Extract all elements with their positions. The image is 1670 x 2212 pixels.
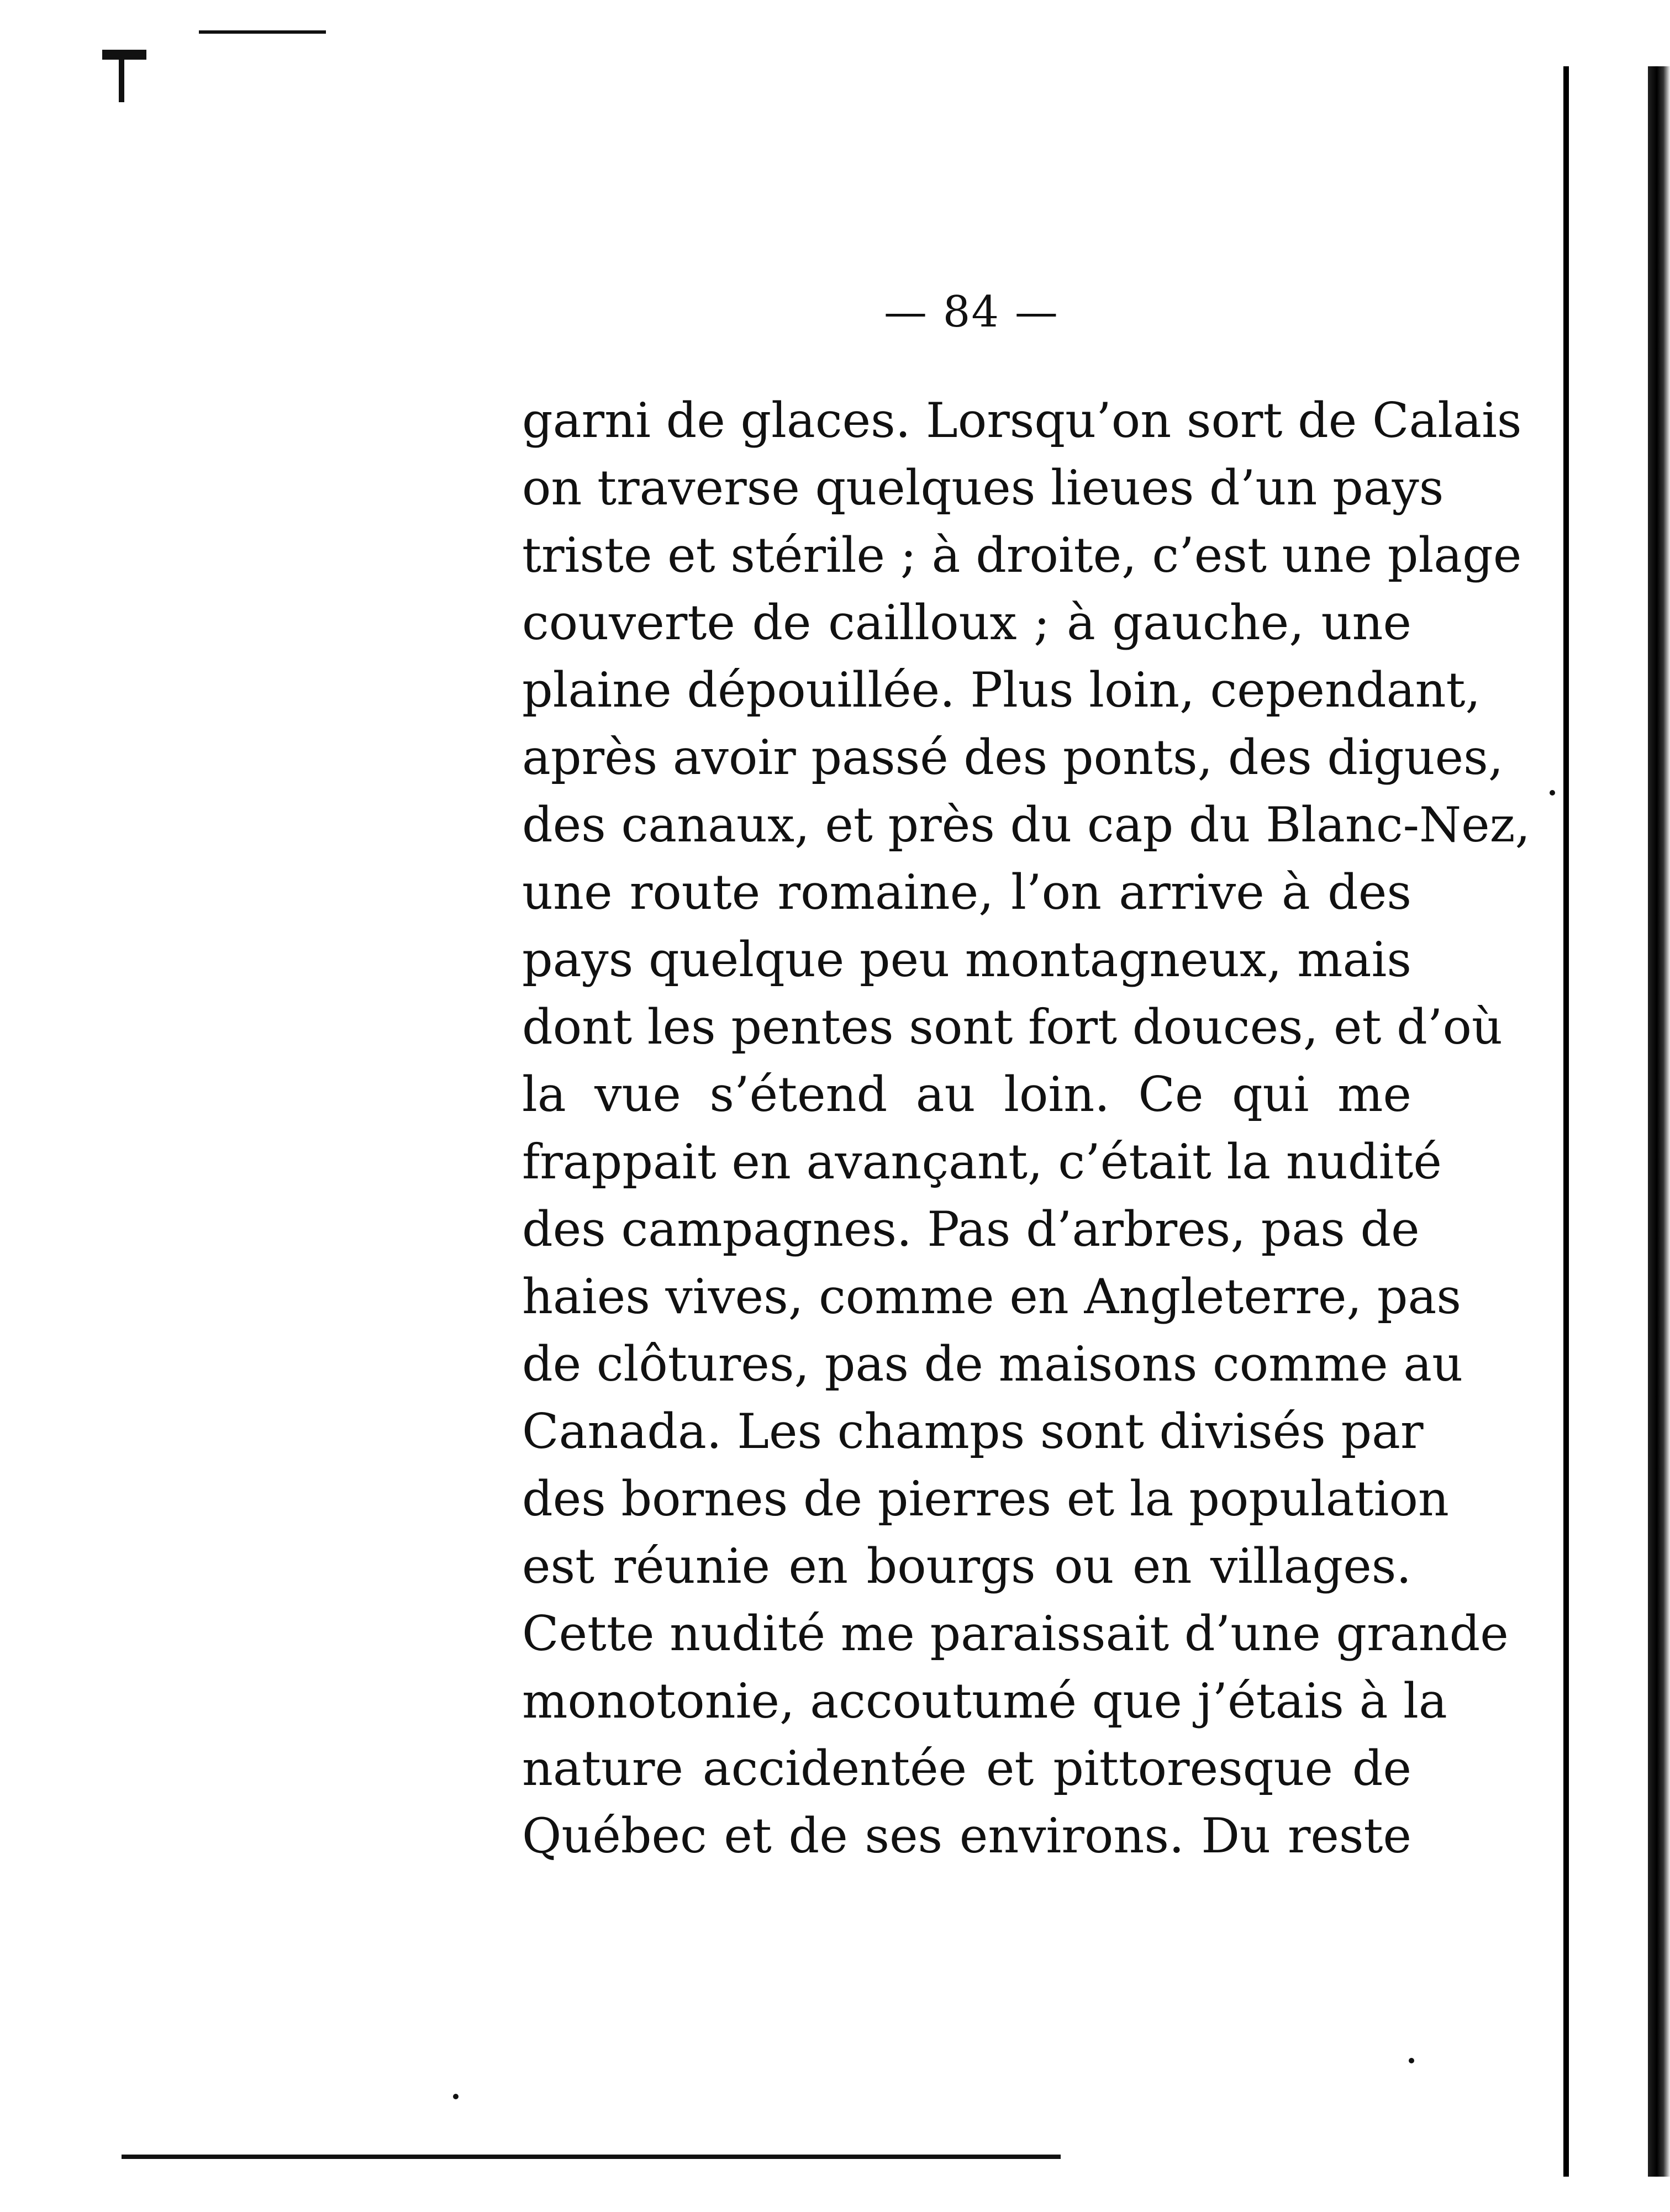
page-number: — 84 — bbox=[884, 287, 1059, 337]
text-line: couverte de cailloux ; à gauche, une bbox=[522, 594, 1411, 651]
text-line: dont les pentes sont fort douces, et d’où bbox=[522, 999, 1503, 1055]
text-line: Cette nudité me paraissait d’une grande bbox=[522, 1605, 1509, 1662]
text-line: monotonie, accoutumé que j’étais à la bbox=[522, 1673, 1447, 1729]
scan-artifact-right-binding bbox=[1563, 66, 1569, 2177]
scan-artifact-corner-mark bbox=[102, 50, 146, 60]
scan-speck bbox=[1409, 2058, 1414, 2063]
text-line: des campagnes. Pas d’arbres, pas de bbox=[522, 1201, 1420, 1257]
text-line: on traverse quelques lieues d’un pays bbox=[522, 460, 1444, 516]
scan-artifact-corner-stem bbox=[119, 52, 124, 102]
text-line: après avoir passé des ponts, des digues, bbox=[522, 729, 1504, 786]
scan-artifact-right-edge bbox=[1648, 66, 1670, 2177]
scan-speck bbox=[453, 2094, 459, 2099]
text-line: plaine dépouillée. Plus loin, cependant, bbox=[522, 662, 1481, 718]
text-line: est réunie en bourgs ou en villages. bbox=[522, 1538, 1411, 1594]
text-line: des bornes de pierres et la population bbox=[522, 1471, 1449, 1527]
text-line: des canaux, et près du cap du Blanc-Nez, bbox=[522, 797, 1531, 853]
text-line: nature accidentée et pittoresque de bbox=[522, 1740, 1411, 1797]
text-line: la vue s’étend au loin. Ce qui me bbox=[522, 1066, 1411, 1123]
text-line: pays quelque peu montagneux, mais bbox=[522, 931, 1411, 988]
text-line: une route romaine, l’on arrive à des bbox=[522, 864, 1411, 920]
text-line: haies vives, comme en Angleterre, pas bbox=[522, 1268, 1461, 1325]
text-line: triste et stérile ; à droite, c’est une plage bbox=[522, 527, 1522, 583]
scan-artifact-top-rule bbox=[199, 30, 326, 34]
text-line: Canada. Les champs sont divisés par bbox=[522, 1403, 1424, 1460]
body-text bbox=[522, 387, 1531, 1869]
text-line: de clôtures, pas de maisons comme au bbox=[522, 1336, 1463, 1392]
scan-artifact-bottom-rule bbox=[122, 2155, 1061, 2159]
scan-speck bbox=[1550, 790, 1555, 796]
text-line: garni de glaces. Lorsqu’on sort de Calais bbox=[522, 392, 1522, 449]
text-line: frappait en avançant, c’était la nudité bbox=[522, 1134, 1442, 1190]
text-line: Québec et de ses environs. Du reste bbox=[522, 1808, 1411, 1864]
